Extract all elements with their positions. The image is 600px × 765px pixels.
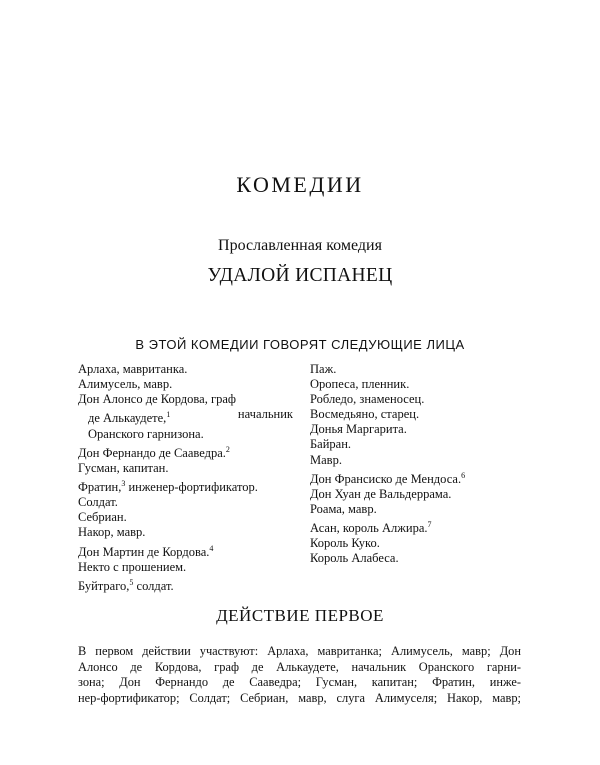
cast-entry: Дон Франсиско де Мендоса.$^6$ xyxy=(310,470,466,486)
cast-entry: Фратин,$^3$ инженер-фортификатор. xyxy=(78,478,258,495)
cast-entry: Дон Фернандо де Сааведра.$^2$ xyxy=(78,444,230,460)
cast-entry: Мавр. xyxy=(310,452,342,467)
cast-entry: Арлаха, мавританка. xyxy=(78,362,188,376)
cast-heading: В ЭТОЙ КОМЕДИИ ГОВОРЯТ СЛЕДУЮЩИЕ ЛИЦА xyxy=(135,337,465,352)
cast-entry: Дон Хуан де Вальдеррама. xyxy=(310,486,452,501)
paragraph-line: нер-фортификатор; Солдат; Себриан, мавр, слуга Алимуселя; Накор, мавр; xyxy=(78,690,521,705)
cast-entry: Восмедьяно, старец. xyxy=(310,407,420,422)
cast-entry: Паж. xyxy=(310,362,337,376)
cast-entry: Роама, мавр. xyxy=(310,502,377,516)
paragraph-line: В первом действии участвуют: Арлаха, мавританка; Алимусель, мавр; Дон xyxy=(78,644,521,658)
cast-entry: Алимусель, мавр. xyxy=(78,377,173,392)
cast-entry: Король Алабеса. xyxy=(310,551,399,566)
cast-list-left xyxy=(78,362,293,594)
footnote-marker: 6 xyxy=(461,470,466,480)
cast-entry: Оропеса, пленник. xyxy=(310,377,410,392)
footnote-marker: 2 xyxy=(225,444,230,454)
paragraph-line: зона; Дон Фернандо де Сааведра; Гусман, капитан; Фратин, инже- xyxy=(78,675,521,690)
cast-entry: Донья Маргарита. xyxy=(310,422,407,437)
cast-entry: Робледо, знаменосец. xyxy=(310,392,425,407)
footnote-marker: 7 xyxy=(427,520,432,530)
cast-entry: Асан, король Алжира.$^7$ xyxy=(310,520,432,536)
footnote-marker: 4 xyxy=(209,543,214,553)
act-title: ДЕЙСТВИЕ ПЕРВОЕ xyxy=(216,606,384,625)
cast-entry: Некто с прошением. xyxy=(78,559,187,574)
cast-entry: Дон Алонсо де Кордова, граф де Алькаудете,$^1$ начальник Оранского гарнизона. xyxy=(78,392,293,441)
section-title: КОМЕДИИ xyxy=(236,172,364,197)
cast-entry: Буйтраго,$^5$ солдат. xyxy=(78,577,174,593)
footnote-marker: 3 xyxy=(121,478,126,488)
act-intro-paragraph xyxy=(78,644,521,706)
cast-entry: Солдат. xyxy=(78,495,118,510)
play-title: УДАЛОЙ ИСПАНЕЦ xyxy=(207,265,393,286)
cast-list-right xyxy=(310,362,540,567)
cast-entry: Дон Мартин де Кордова.$^4$ xyxy=(78,543,214,559)
cast-entry: Накор, мавр. xyxy=(78,525,146,540)
play-subtitle: Прославленная комедия xyxy=(218,237,382,254)
footnote-marker: 5 xyxy=(129,577,134,587)
paragraph-line: Алонсо де Кордова, граф де Алькаудете, начальник Оранского гарни- xyxy=(78,659,521,674)
cast-entry: Байран. xyxy=(310,437,352,452)
footnote-marker: 1 xyxy=(166,410,171,420)
cast-entry: Король Куко. xyxy=(310,536,380,551)
cast-entry: Себриан. xyxy=(78,510,127,525)
cast-entry: Гусман, капитан. xyxy=(78,460,169,475)
